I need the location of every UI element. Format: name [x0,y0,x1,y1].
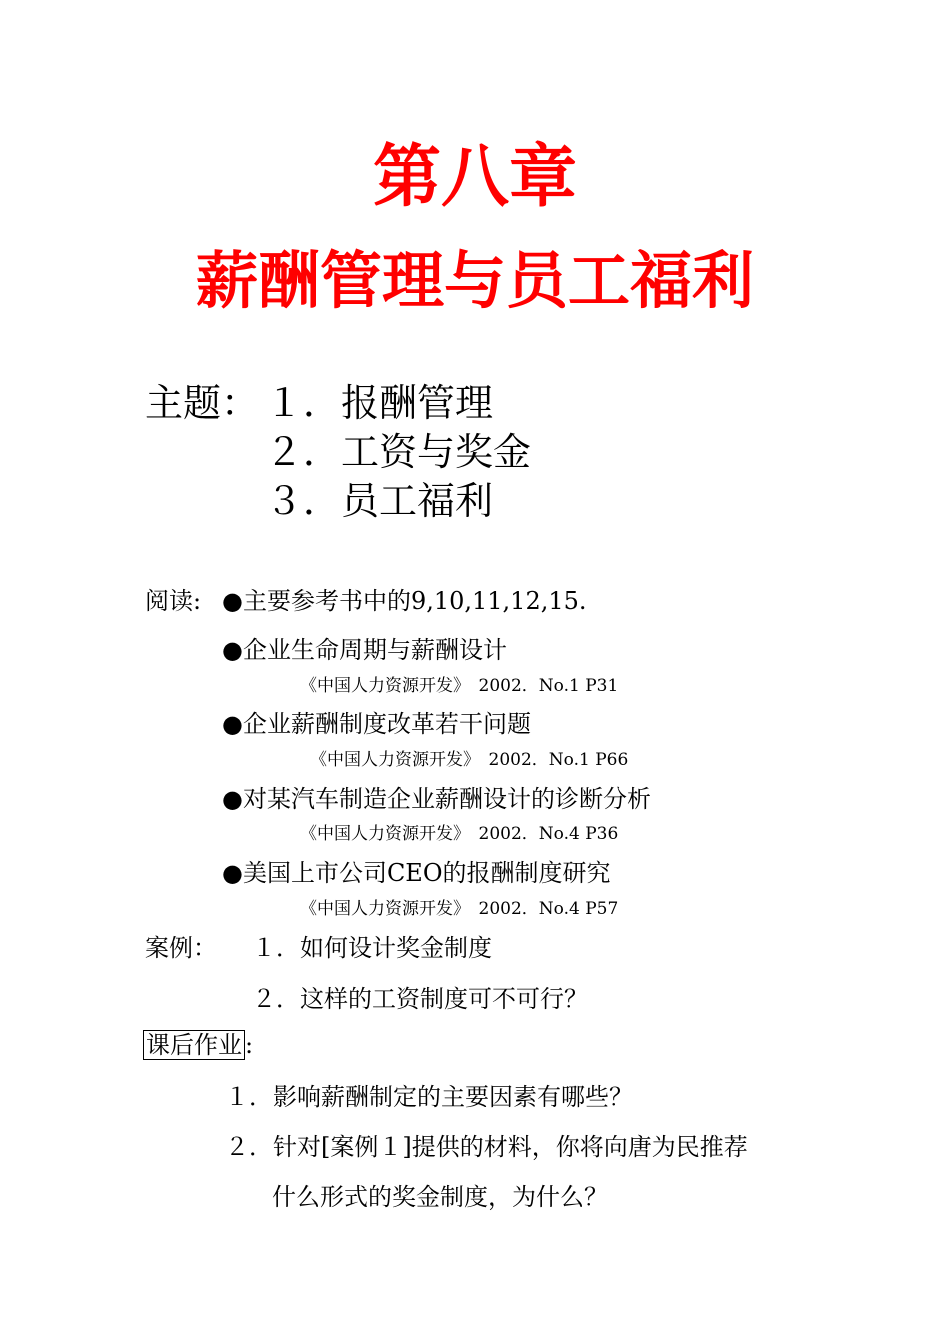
reading-item-2: ●企业生命周期与薪酬设计 [222,636,507,664]
reading-item-2-source: 《中国人力资源开发》 2002．No.1 P31 [300,676,619,696]
reading-item-5-source: 《中国人力资源开发》 2002．No.4 P57 [300,899,619,919]
cases-label: 案例： [145,934,217,962]
reading-item-3: ●企业薪酬制度改革若干问题 [222,710,531,738]
homework-heading [143,1033,253,1057]
case-item-1: １．如何设计奖金制度 [252,934,492,962]
reading-item-4: ●对某汽车制造企业薪酬设计的诊断分析 [222,785,651,813]
case-item-2: ２．这样的工资制度可不可行？ [252,985,588,1013]
homework-label: 课后作业 [143,1030,245,1060]
chapter-heading: 第八章 [372,137,577,217]
reading-item-1: ●主要参考书中的9,10,11,12,15. [222,587,587,615]
reading-item-5: ●美国上市公司CEO的报酬制度研究 [222,859,611,887]
topic-item-1: １．报酬管理 [265,381,494,425]
homework-item-2-continued: 什么形式的奖金制度，为什么？ [272,1183,608,1211]
chapter-title: 薪酬管理与员工福利 [195,244,754,317]
reading-label: 阅读: [145,587,202,615]
topic-item-2: ２．工资与奖金 [265,430,532,474]
topics-label: 主题： [145,381,260,425]
reading-item-4-source: 《中国人力资源开发》 2002．No.4 P36 [300,824,619,844]
homework-item-1: １．影响薪酬制定的主要因素有哪些？ [225,1083,633,1111]
homework-colon: : [245,1031,254,1059]
homework-item-2: ２．针对[案例１]提供的材料，你将向唐为民推荐 [225,1133,748,1161]
reading-item-3-source: 《中国人力资源开发》 2002．No.1 P66 [310,750,629,770]
topic-item-3: ３．员工福利 [265,479,494,523]
